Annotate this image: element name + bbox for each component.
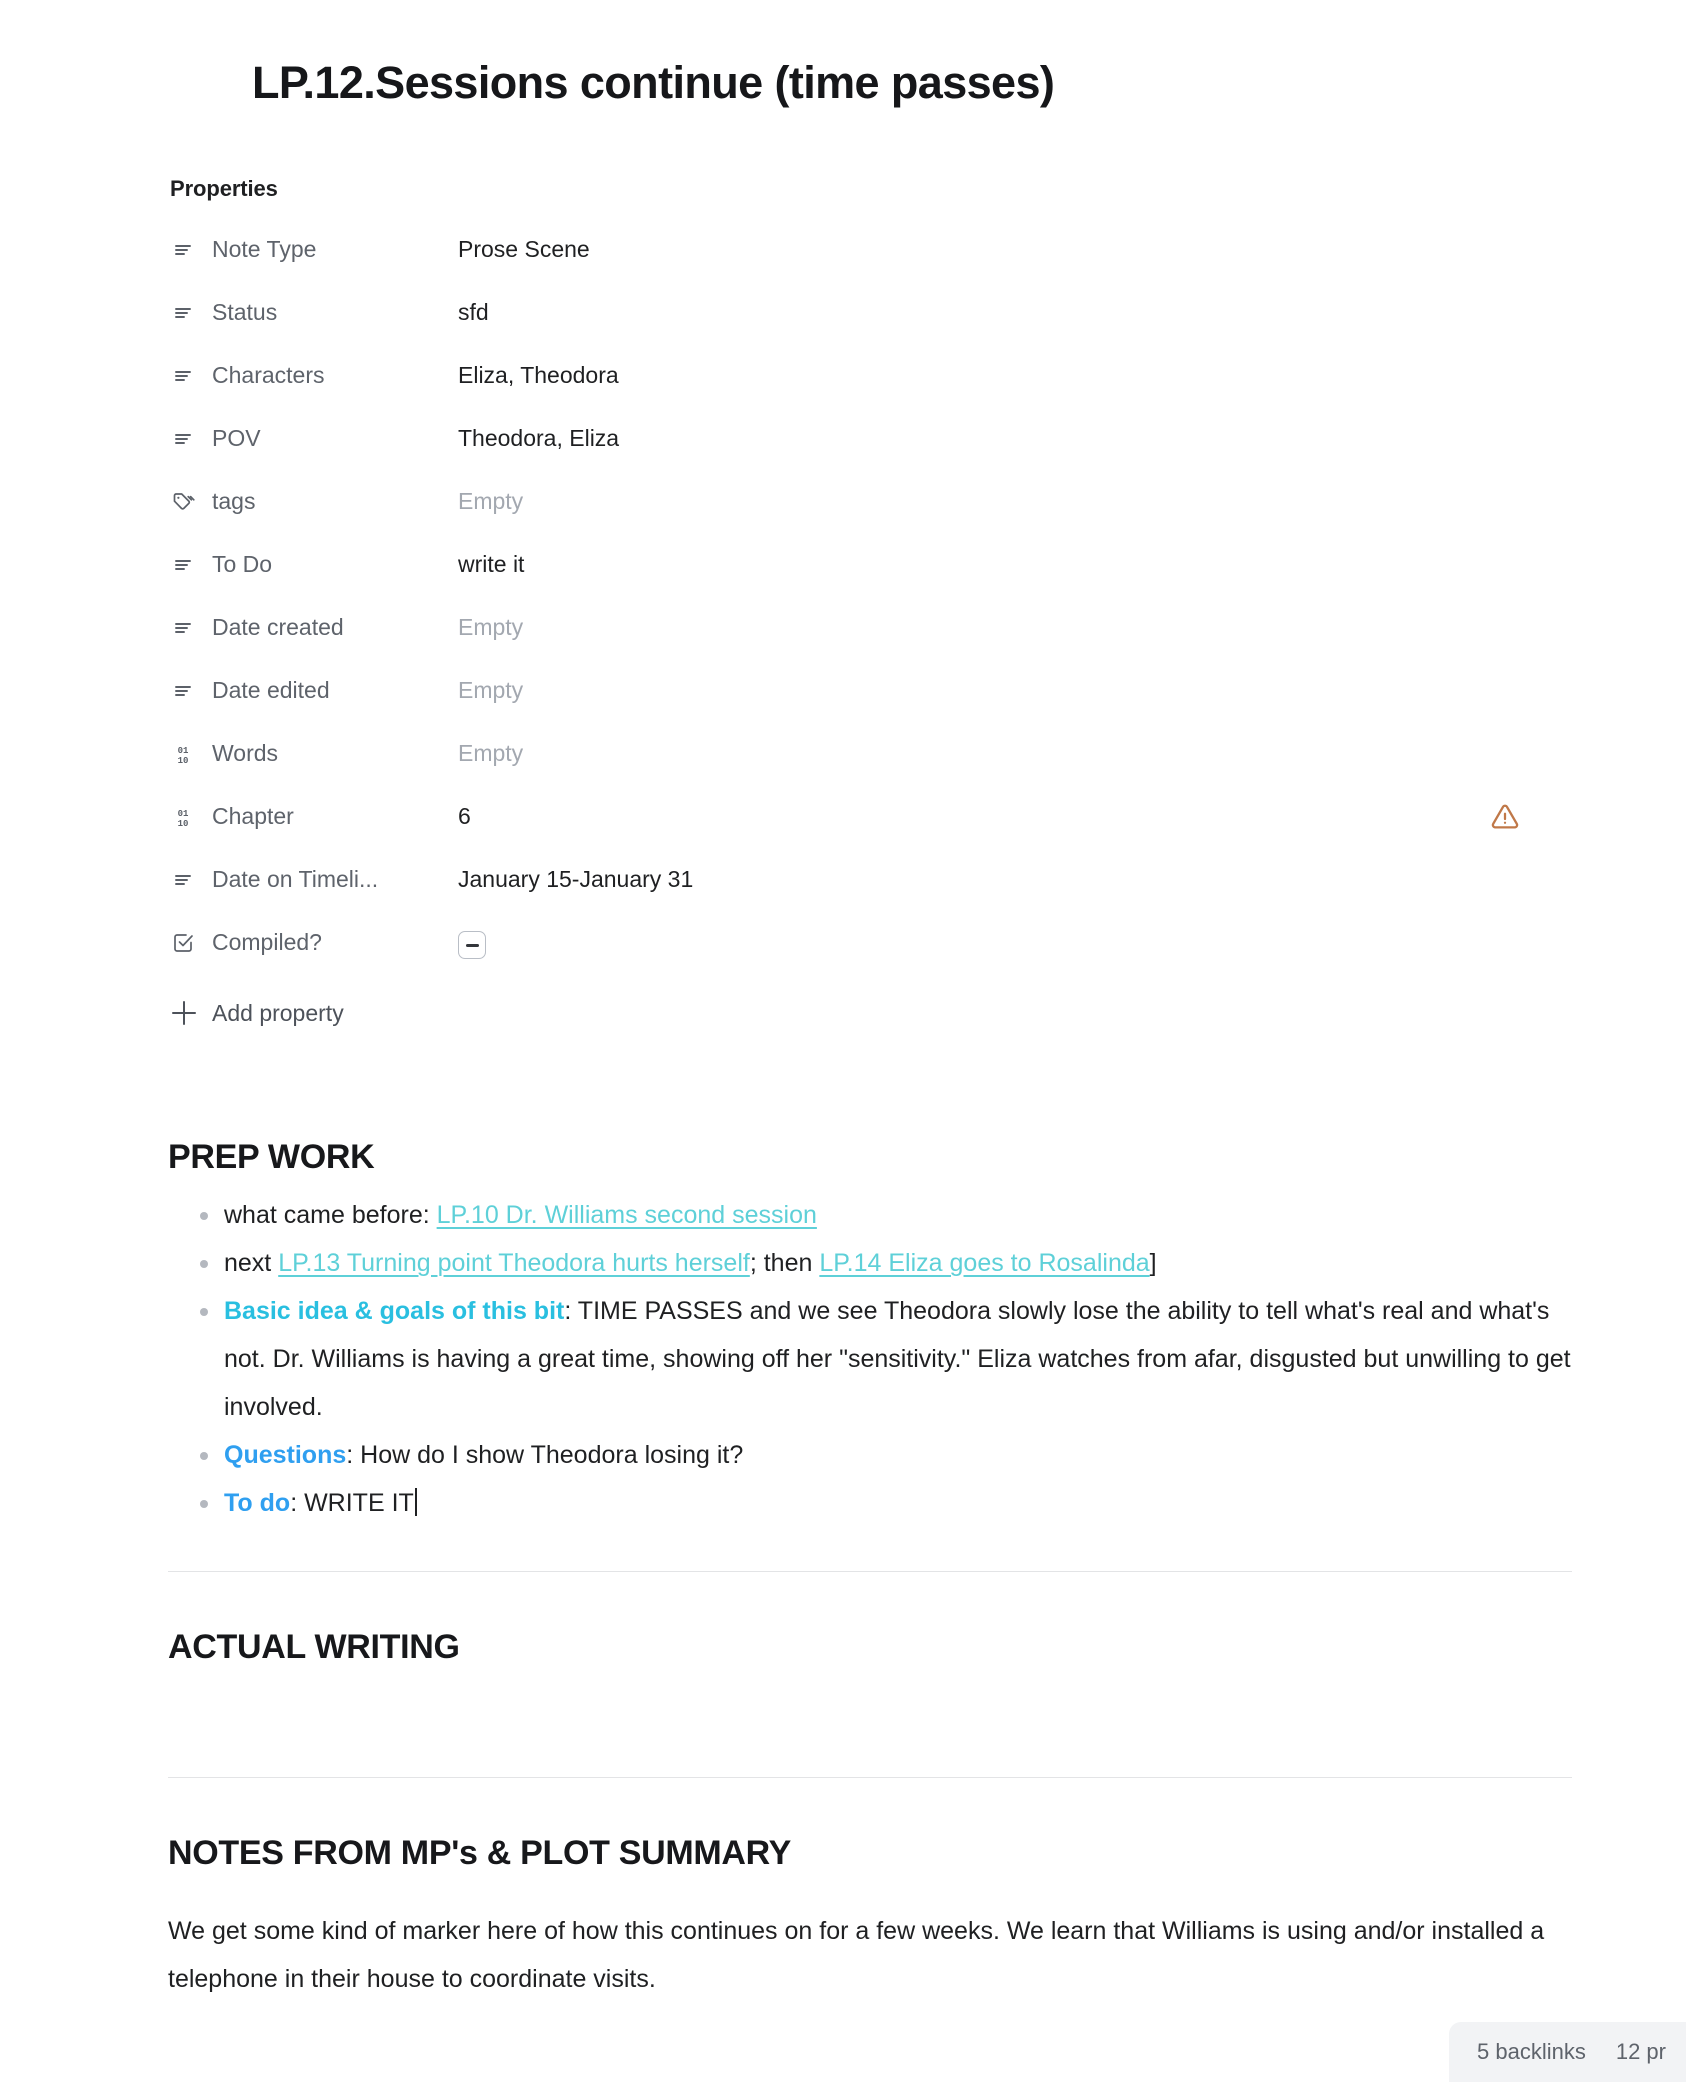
- internal-link-lp14[interactable]: LP.14 Eliza goes to Rosalinda: [819, 1249, 1150, 1277]
- property-value[interactable]: Eliza, Theodora: [458, 362, 619, 388]
- properties-panel: [168, 176, 1568, 1042]
- property-row-characters[interactable]: [168, 344, 1568, 407]
- list-item: [200, 1479, 1572, 1527]
- bullet2-middle: ; then: [749, 1249, 820, 1277]
- property-row-date-on-timeline[interactable]: [168, 848, 1568, 911]
- heading-notes-plot-summary: NOTES FROM MP's & PLOT SUMMARY: [168, 1834, 792, 1872]
- property-label: Compiled?: [212, 929, 322, 955]
- add-property-button[interactable]: [168, 984, 1568, 1042]
- note-body: [168, 1138, 1572, 2003]
- property-key: [168, 866, 458, 893]
- number-property-icon: [170, 804, 196, 830]
- property-key: [168, 425, 458, 452]
- plus-icon: [172, 1001, 196, 1025]
- add-property-label: Add property: [212, 999, 344, 1026]
- svg-text:10: 10: [177, 818, 189, 829]
- bullet4-text: : How do I show Theodora losing it?: [346, 1441, 744, 1469]
- text-property-icon: [170, 867, 196, 893]
- properties-count[interactable]: 12 pr: [1615, 2039, 1666, 2064]
- bullet3-text: : TIME PASSES and we see Theodora slowly lose the ability to tell what's real and what's not. Dr. Williams is having a great time, showing off her "sensitivity." Eliza watches from afar, disgusted but unwilling to get involved.: [224, 1297, 1571, 1421]
- notes-paragraph: We get some kind of marker here of how this continues on for a few weeks. We learn that Williams is using and/or installed a telephone in their house to coordinate visits.: [168, 1917, 1545, 1993]
- property-label: Words: [212, 740, 279, 766]
- text-property-icon: [170, 678, 196, 704]
- internal-link-lp10[interactable]: LP.10 Dr. Williams second session: [436, 1201, 817, 1229]
- property-row-to-do[interactable]: [168, 533, 1568, 596]
- property-key: [168, 362, 458, 389]
- bullet1-prefix: what came before:: [224, 1201, 437, 1229]
- property-key: [168, 677, 458, 704]
- properties-heading: Properties: [170, 176, 278, 201]
- property-row-date-edited[interactable]: [168, 659, 1568, 722]
- checkbox-indeterminate-icon[interactable]: [458, 931, 486, 959]
- property-key: [168, 551, 458, 578]
- bullet5-label: To do: [224, 1489, 291, 1517]
- property-key: [168, 488, 458, 515]
- bullet2-prefix: next: [224, 1249, 279, 1277]
- property-value[interactable]: 6: [458, 803, 471, 829]
- number-property-icon: [170, 741, 196, 767]
- text-property-icon: [170, 363, 196, 389]
- property-value[interactable]: Empty: [458, 488, 524, 514]
- property-label: Chapter: [212, 803, 294, 829]
- heading-actual-writing: ACTUAL WRITING: [168, 1628, 460, 1666]
- divider: [168, 1777, 1572, 1778]
- property-label: Date on Timeli...: [212, 866, 379, 892]
- property-value[interactable]: January 15-January 31: [458, 866, 694, 892]
- property-row-date-created[interactable]: [168, 596, 1568, 659]
- warning-icon[interactable]: [1490, 802, 1520, 832]
- text-property-icon: [170, 300, 196, 326]
- property-value[interactable]: sfd: [458, 299, 489, 325]
- property-key: [168, 614, 458, 641]
- svg-text:01: 01: [177, 745, 189, 756]
- bullet3-label: Basic idea & goals of this bit: [224, 1297, 565, 1325]
- property-value[interactable]: Theodora, Eliza: [458, 425, 620, 451]
- property-label: Status: [212, 299, 278, 325]
- property-label: Characters: [212, 362, 325, 388]
- property-key: [168, 236, 458, 263]
- backlinks-count[interactable]: 5 backlinks: [1477, 2039, 1586, 2064]
- property-row-note-type[interactable]: [168, 218, 1568, 281]
- svg-text:10: 10: [177, 755, 189, 766]
- property-value-checkbox[interactable]: [458, 926, 486, 959]
- svg-text:01: 01: [177, 808, 189, 819]
- status-bar: [1449, 2022, 1686, 2082]
- bullet2-suffix: ]: [1149, 1249, 1157, 1277]
- text-property-icon: [170, 552, 196, 578]
- text-property-icon: [170, 237, 196, 263]
- property-key: [168, 299, 458, 326]
- internal-link-lp13[interactable]: LP.13 Turning point Theodora hurts herself: [278, 1249, 750, 1277]
- property-row-status[interactable]: [168, 281, 1568, 344]
- property-label: To Do: [212, 551, 273, 577]
- property-value[interactable]: write it: [458, 551, 525, 577]
- property-row-words[interactable]: [168, 722, 1568, 785]
- prep-work-list: [168, 1191, 1572, 1527]
- list-item: [200, 1239, 1572, 1287]
- property-key: [168, 929, 458, 956]
- property-row-chapter[interactable]: [168, 785, 1568, 848]
- property-value[interactable]: Empty: [458, 614, 524, 640]
- property-value[interactable]: Empty: [458, 677, 524, 703]
- property-value[interactable]: Empty: [458, 740, 524, 766]
- list-item: [200, 1287, 1572, 1431]
- property-value[interactable]: Prose Scene: [458, 236, 590, 262]
- property-label: Date edited: [212, 677, 330, 703]
- list-item: [200, 1431, 1572, 1479]
- property-label: Date created: [212, 614, 344, 640]
- property-label: Note Type: [212, 236, 317, 262]
- text-cursor: [415, 1488, 417, 1516]
- bullet5-text: : WRITE IT: [290, 1489, 414, 1517]
- page-title: LP.12.Sessions continue (time passes): [252, 57, 1055, 108]
- property-row-pov[interactable]: [168, 407, 1568, 470]
- bullet4-label: Questions: [224, 1441, 347, 1469]
- text-property-icon: [170, 426, 196, 452]
- property-row-tags[interactable]: [168, 470, 1568, 533]
- checkbox-property-icon: [170, 930, 196, 956]
- divider: [168, 1571, 1572, 1572]
- property-label: POV: [212, 425, 261, 451]
- property-key: [168, 740, 458, 767]
- heading-prep-work: PREP WORK: [168, 1138, 375, 1176]
- property-label: tags: [212, 488, 256, 514]
- tags-property-icon: [170, 489, 196, 515]
- property-key: [168, 803, 458, 830]
- property-row-compiled[interactable]: [168, 911, 1568, 974]
- list-item: [200, 1191, 1572, 1239]
- text-property-icon: [170, 615, 196, 641]
